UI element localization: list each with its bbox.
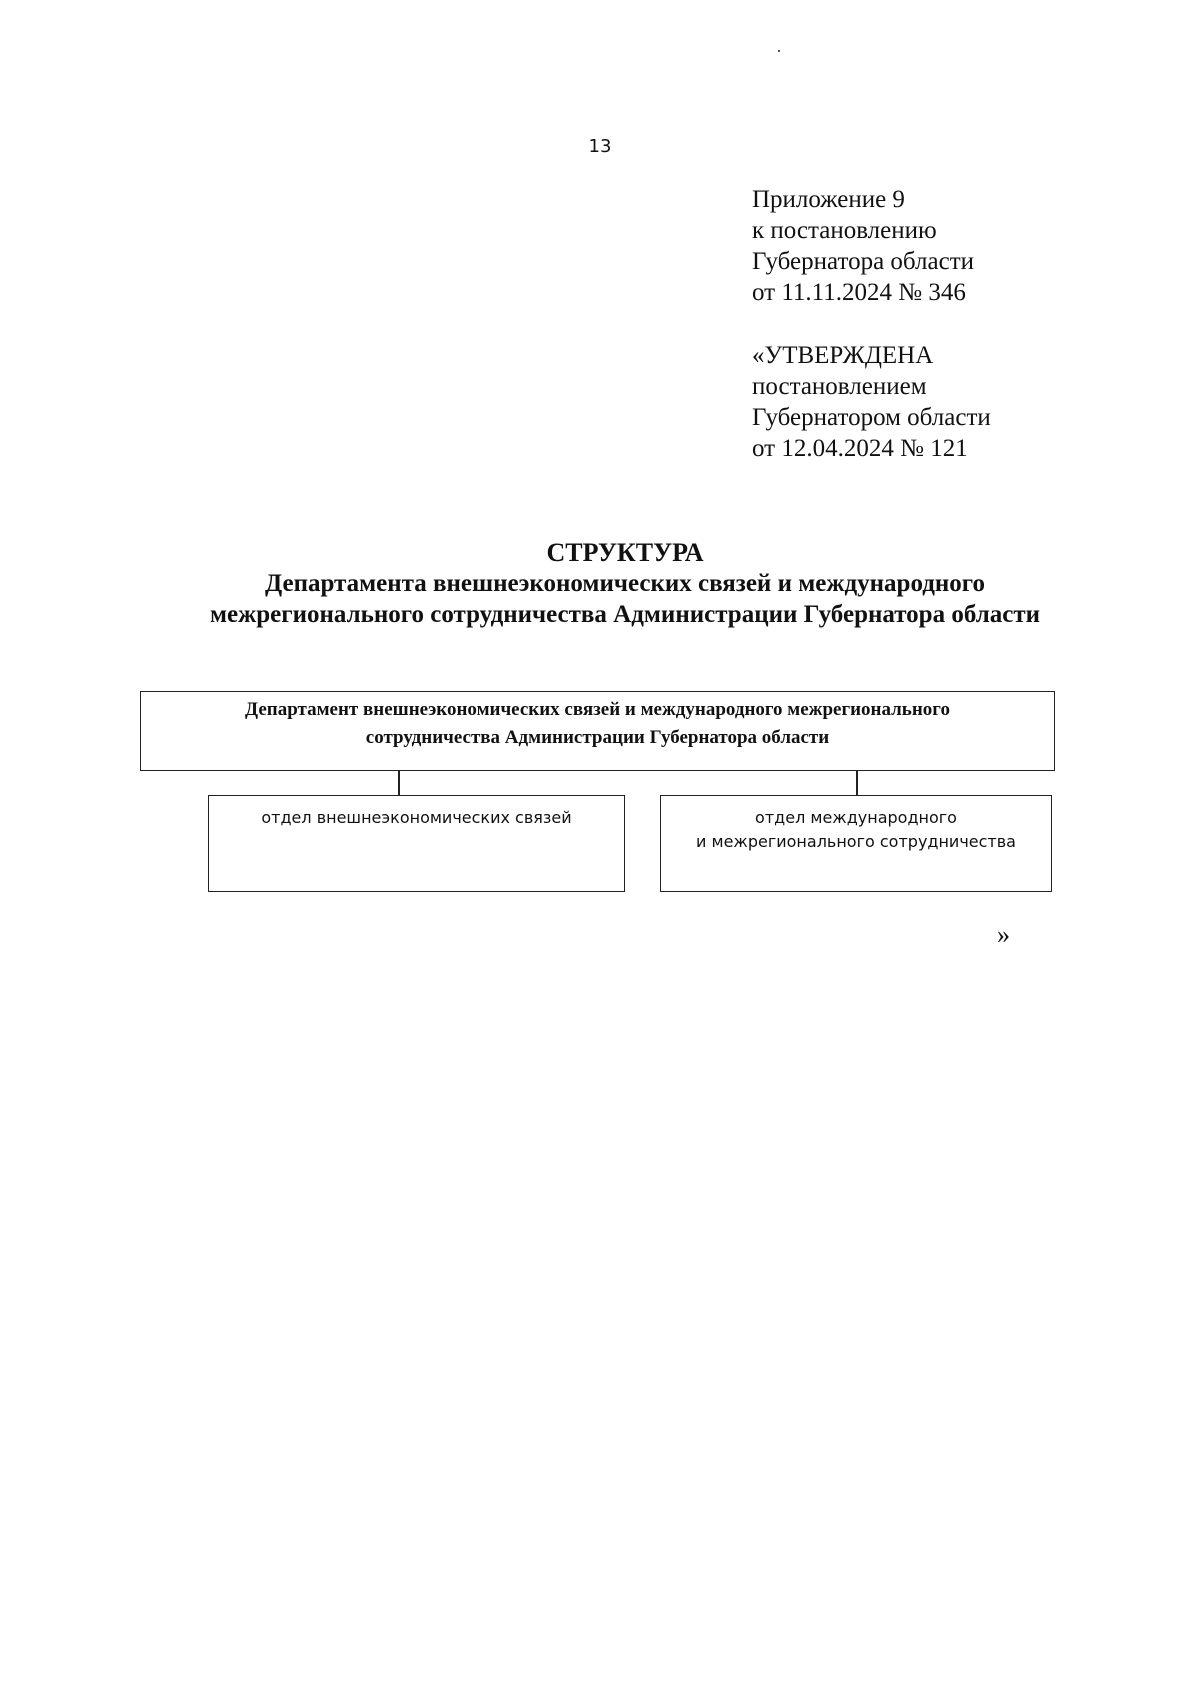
approval-line: от 12.04.2024 № 121 <box>752 435 968 462</box>
title-heading: СТРУКТУРА <box>546 538 704 567</box>
appendix-line: от 11.11.2024 № 346 <box>752 279 966 306</box>
appendix-line: Приложение 9 <box>752 186 905 213</box>
root-box-line: Департамент внешнеэкономических связей и международного межрегионального <box>245 699 950 720</box>
root-box-line: сотрудничества Администрации Губернатора области <box>365 727 830 748</box>
child-box-line: отдел международного <box>755 808 957 827</box>
page-number: 13 <box>588 136 612 157</box>
approval-line: «УТВЕРЖДЕНА <box>752 342 934 369</box>
appendix-block <box>752 184 974 308</box>
org-chart-connector-left <box>398 771 400 795</box>
appendix-line: к постановлению <box>752 217 937 244</box>
org-chart-root-box <box>140 691 1055 771</box>
child-box-line: отдел внешнеэкономических связей <box>261 808 572 827</box>
scan-speck <box>778 50 780 52</box>
title-line: Департамента внешнеэкономических связей и международного <box>264 570 986 597</box>
title-line: межрегионального сотрудничества Администрации Губернатора области <box>209 601 1041 628</box>
child-box-line: и межрегионального сотрудничества <box>696 832 1016 851</box>
org-chart-child-box-international <box>660 795 1052 892</box>
approval-line: Губернатором области <box>752 404 991 431</box>
org-chart-connector-right <box>856 771 858 795</box>
appendix-line: Губернатора области <box>752 248 974 275</box>
closing-quote: » <box>997 920 1010 949</box>
org-chart-child-box-foreign-economic <box>208 795 625 892</box>
approval-block <box>752 340 991 464</box>
document-title <box>0 537 1200 630</box>
approval-line: постановлением <box>752 373 927 400</box>
